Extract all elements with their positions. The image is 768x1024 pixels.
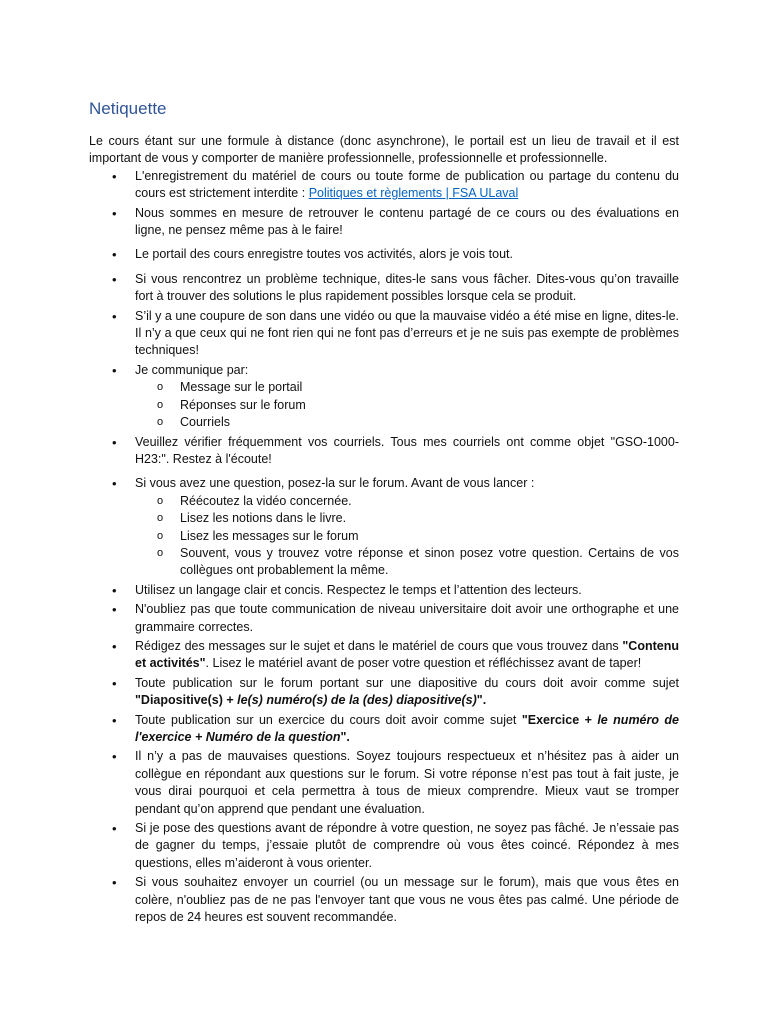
list-item: • Utilisez un langage clair et concis. Respectez le temps et l’attention des lecteurs. [89,582,679,599]
item-text: . Lisez le matériel avant de poser votre question et réfléchissez avant de taper! [205,656,642,671]
list-item: • Veuillez vérifier fréquemment vos courriels. Tous mes courriels ont comme objet "GSO-1000-H23:". Restez à l'écoute! [89,434,679,469]
list-item: • Nous sommes en mesure de retrouver le contenu partagé de ce cours ou des évaluations en ligne, ne pensez même pas à le faire! [89,205,679,240]
sub-list-item: o Souvent, vous y trouvez votre réponse et sinon posez votre question. Certains de vos collègues ont probablement la même. [135,545,679,580]
list-item: • Si je pose des questions avant de répondre à votre question, ne soyez pas fâché. Je n’essaie pas de gagner du temps, j’essaie plutôt de comprendre où vous êtes coincé. Répondez à mes questions, elles m’aideront à vous orienter. [89,820,679,872]
sub-list-item: o Courriels [135,414,679,431]
list-item: • Si vous souhaitez envoyer un courriel (ou un message sur le forum), mais que vous êtes en colère, n'oubliez pas de ne pas l'envoyer tant que vous ne vous êtes pas calmé. Une période de repos de 24 heures est souvent recommandée. [89,874,679,926]
rules-list [89,168,679,927]
bold-text: ". [476,693,487,708]
item-text: L'enregistrement du matériel de cours ou toute forme de publication ou partage du contenu du cours est strictement interdite : [135,168,679,201]
list-item [89,362,679,432]
list-item [89,675,679,710]
sub-list-item: o Lisez les messages sur le forum [135,528,679,545]
item-text: Toute publication sur un exercice du cours doit avoir comme sujet [135,712,522,727]
sub-list-item: o Message sur le portail [135,379,679,396]
bold-text: "Diapositive(s) + [135,693,238,708]
item-text: Toute publication sur le forum portant sur une diapositive du cours doit avoir comme sujet [135,675,679,690]
document-body [89,98,679,928]
list-item [89,712,679,747]
bold-text: "Exercice + [521,712,598,727]
bold-italic-text: le(s) numéro(s) de la (des) diapositive(s) [237,693,477,708]
policies-link[interactable]: Politiques et règlements | FSA ULaval [308,186,519,201]
list-item: • Si vous rencontrez un problème technique, dites-le sans vous fâcher. Dites-vous qu’on travaille fort à trouver des solutions le plus rapidement possibles lorsque cela se produit. [89,271,679,306]
list-item: • N'oubliez pas que toute communication de niveau universitaire doit avoir une orthographe et une grammaire correctes. [89,601,679,636]
item-text: Si vous avez une question, posez-la sur le forum. Avant de vous lancer : [135,476,535,491]
sub-list [135,379,679,431]
bold-italic-text: le numéro de l'exercice + Numéro de la question [135,712,680,744]
bold-text: "Contenu et activités" [135,638,679,671]
sub-list-item: o Réponses sur le forum [135,397,679,414]
sub-list [135,493,679,580]
sub-list-item: o Réécoutez la vidéo concernée. [135,493,679,510]
list-item: • S’il y a une coupure de son dans une vidéo ou que la mauvaise vidéo a été mise en ligne, dites-le. Il n’y a que ceux qui ne font rien qui ne font pas d’erreurs et je ne suis pas exempte de problèmes techniques! [89,308,679,360]
item-text: Rédigez des messages sur le sujet et dans le matériel de cours que vous trouvez dans [135,638,623,653]
list-item [89,475,679,579]
list-item [89,168,679,203]
list-item: • Le portail des cours enregistre toutes vos activités, alors je vois tout. [89,246,679,263]
section-heading: Netiquette [89,99,167,118]
intro-paragraph: Le cours étant sur une formule à distance (donc asynchrone), le portail est un lieu de travail et il est important de vous y comporter de manière professionnelle, professionnelle et professionnelle. [89,134,679,166]
list-item [89,638,679,673]
sub-list-item: o Lisez les notions dans le livre. [135,510,679,527]
list-item: • Il n’y a pas de mauvaises questions. Soyez toujours respectueux et n’hésitez pas à aider un collègue en répondant aux questions sur le forum. Si votre réponse n’est pas tout à fait juste, je vous dirai pourquoi et cela permettra à tous de mieux comprendre. Mieux vaut se tromper pendant qu’on apprend que pendant une évaluation. [89,748,679,818]
item-text: Je communique par: [135,362,249,377]
bold-text: ". [340,730,350,744]
